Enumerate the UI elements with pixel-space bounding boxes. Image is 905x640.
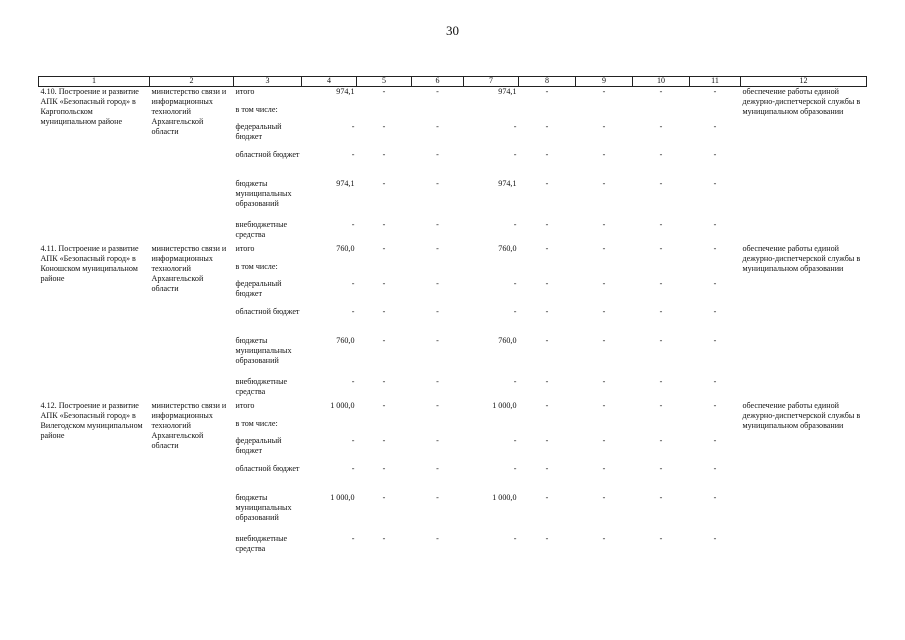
value-cell-c6: - [436,335,439,345]
column-number: 3 [234,77,302,87]
funding-source: в том числе: [235,104,278,114]
value-cell-c11: - [713,219,717,229]
value-cell-c7: - [513,149,517,159]
value-cell-c6 [412,262,464,279]
column-number: 9 [576,77,633,87]
value-cell-c10: - [659,87,663,96]
value-cell-c10: - [659,376,663,386]
funding-source: бюджеты муниципальных образований [235,335,292,365]
value-cell-c4: - [351,463,355,473]
value-cell-c7: - [513,219,517,229]
value-cell-c9: - [602,306,606,316]
executor-name: министерство связи и информационных технологий Архангельской области [151,400,227,450]
value-cell-c10: - [659,400,663,410]
value-cell-c6 [412,105,464,122]
funding-source: внебюджетные средства [235,376,288,396]
value-cell-c4: - [351,121,355,131]
funding-source: бюджеты муниципальных образований [235,178,292,208]
column-number: 4 [302,77,357,87]
value-cell-c8: - [545,492,549,502]
value-cell-c9: - [602,463,606,473]
value-cell-c11: - [713,492,717,502]
value-cell-c8: - [545,376,549,386]
value-cell-c4: 974,1 [336,178,355,188]
column-number: 1 [39,77,150,87]
executor-name: министерство связи и информационных технологий Архангельской области [151,243,227,293]
value-cell-c7: - [513,376,517,386]
value-cell-c9: - [602,178,606,188]
funding-source: внебюджетные средства [235,533,288,553]
value-cell-c4: 760,0 [336,243,355,253]
value-cell-c8 [519,105,576,122]
value-cell-c7: 974,1 [498,87,517,96]
value-cell-c9: - [602,533,606,543]
value-cell-c10: - [659,335,663,345]
value-cell-c9: - [602,219,606,229]
value-cell-c7: 760,0 [498,243,517,253]
value-cell-c9: - [602,400,606,410]
value-cell-c8: - [545,435,549,445]
value-cell-c5: - [382,149,386,159]
value-cell-c5 [357,419,412,436]
value-cell-c6: - [436,278,439,288]
value-cell-c10: - [659,306,663,316]
value-cell-c5: - [382,376,386,386]
value-cell-c11: - [713,278,717,288]
column-number: 2 [150,77,234,87]
value-cell-c5: - [382,463,386,473]
value-cell-c11 [690,262,741,279]
funding-source: в том числе: [235,418,278,428]
value-cell-c5: - [382,306,386,316]
value-cell-c10 [633,105,690,122]
value-cell-c10: - [659,178,663,188]
value-cell-c5: - [382,335,386,345]
value-cell-c6: - [436,121,439,131]
value-cell-c9: - [602,278,606,288]
value-cell-c8: - [545,400,549,410]
value-cell-c6 [412,419,464,436]
value-cell-c7: - [513,533,517,543]
expected-result: обеспечение работы единой дежурно-диспетчерской службы в муниципальном образовании [742,243,861,273]
value-cell-c6: - [436,492,439,502]
value-cell-c6: - [436,435,439,445]
value-cell-c8: - [545,178,549,188]
funding-source: федеральный бюджет [235,121,282,141]
value-cell-c9: - [602,121,606,131]
value-cell-c11: - [713,243,717,253]
executor-name: министерство связи и информационных технологий Архангельской области [151,87,227,136]
value-cell-c8: - [545,533,549,543]
column-number-header [39,77,867,87]
value-cell-c11: - [713,335,717,345]
funding-source: внебюджетные средства [235,219,288,239]
funding-source: областной бюджет [235,463,300,473]
value-cell-c6: - [436,533,439,543]
column-number: 12 [741,77,867,87]
value-cell-c7: 1 000,0 [492,492,517,502]
value-cell-c11: - [713,87,717,96]
value-cell-c7 [464,262,519,279]
value-cell-c9: - [602,492,606,502]
value-cell-c11 [690,105,741,122]
funding-source: итого [235,400,255,410]
value-cell-c11: - [713,178,717,188]
funding-source: областной бюджет [235,306,300,316]
value-cell-c8: - [545,87,549,96]
value-cell-c8: - [545,335,549,345]
value-cell-c10 [633,262,690,279]
value-cell-c5: - [382,219,386,229]
value-cell-c5 [357,105,412,122]
column-number: 10 [633,77,690,87]
program-table [38,76,867,558]
value-cell-c4: - [351,376,355,386]
value-cell-c6: - [436,243,439,253]
value-cell-c5: - [382,121,386,131]
value-cell-c9: - [602,243,606,253]
expected-result: обеспечение работы единой дежурно-диспетчерской службы в муниципальном образовании [742,400,861,430]
value-cell-c5: - [382,278,386,288]
value-cell-c11: - [713,306,717,316]
value-cell-c7: - [513,278,517,288]
value-cell-c5: - [382,435,386,445]
value-cell-c11: - [713,435,717,445]
value-cell-c4: - [351,435,355,445]
value-cell-c4: 1 000,0 [330,400,355,410]
value-cell-c5: - [382,492,386,502]
value-cell-c11: - [713,463,717,473]
value-cell-c7: 760,0 [498,335,517,345]
value-cell-c10 [633,419,690,436]
value-cell-c11: - [713,533,717,543]
value-cell-c4 [302,419,357,436]
value-cell-c10: - [659,219,663,229]
value-cell-c10: - [659,121,663,131]
value-cell-c9: - [602,149,606,159]
column-number: 7 [464,77,519,87]
value-cell-c7: 974,1 [498,178,517,188]
value-cell-c4: - [351,306,355,316]
value-cell-c8 [519,262,576,279]
value-cell-c4 [302,262,357,279]
table-body [39,87,867,558]
funding-row [39,244,867,262]
value-cell-c8: - [545,121,549,131]
value-cell-c5: - [382,533,386,543]
value-cell-c8 [519,419,576,436]
funding-source: бюджеты муниципальных образований [235,492,292,522]
value-cell-c11: - [713,400,717,410]
value-cell-c10: - [659,533,663,543]
value-cell-c8: - [545,278,549,288]
value-cell-c5: - [382,178,386,188]
value-cell-c10: - [659,463,663,473]
value-cell-c8: - [545,463,549,473]
value-cell-c8: - [545,149,549,159]
value-cell-c10: - [659,492,663,502]
value-cell-c10: - [659,435,663,445]
funding-row [39,87,867,105]
value-cell-c9 [576,419,633,436]
value-cell-c7: - [513,463,517,473]
value-cell-c4 [302,105,357,122]
value-cell-c7: - [513,306,517,316]
value-cell-c6: - [436,400,439,410]
value-cell-c4: 760,0 [336,335,355,345]
column-number: 11 [690,77,741,87]
value-cell-c7 [464,105,519,122]
expected-result: обеспечение работы единой дежурно-диспетчерской службы в муниципальном образовании [742,87,861,116]
value-cell-c4: - [351,278,355,288]
value-cell-c4: 1 000,0 [330,492,355,502]
value-cell-c8: - [545,219,549,229]
funding-source: федеральный бюджет [235,278,282,298]
value-cell-c10: - [659,149,663,159]
value-cell-c5: - [382,243,386,253]
value-cell-c5: - [382,400,386,410]
value-cell-c7 [464,419,519,436]
value-cell-c5: - [382,87,386,96]
funding-row [39,401,867,419]
column-number: 8 [519,77,576,87]
value-cell-c11: - [713,149,717,159]
value-cell-c9 [576,262,633,279]
value-cell-c11: - [713,121,717,131]
value-cell-c6: - [436,149,439,159]
value-cell-c4: 974,1 [336,87,355,96]
funding-source: федеральный бюджет [235,435,282,455]
value-cell-c11: - [713,376,717,386]
page-number: 30 [446,23,459,38]
value-cell-c7: - [513,121,517,131]
value-cell-c11 [690,419,741,436]
value-cell-c6: - [436,87,439,96]
value-cell-c6: - [436,219,439,229]
funding-source: в том числе: [235,261,278,271]
activity-name: 4.12. Построение и развитие АПК «Безопасный город» в Вилегодском муниципальном районе [40,400,143,440]
value-cell-c9: - [602,87,606,96]
value-cell-c6: - [436,376,439,386]
value-cell-c6: - [436,306,439,316]
column-number: 6 [412,77,464,87]
value-cell-c8: - [545,243,549,253]
value-cell-c5 [357,262,412,279]
value-cell-c9: - [602,435,606,445]
value-cell-c4: - [351,219,355,229]
value-cell-c6: - [436,178,439,188]
column-number: 5 [357,77,412,87]
value-cell-c6: - [436,463,439,473]
value-cell-c7: - [513,435,517,445]
funding-source: итого [235,87,255,96]
funding-source: итого [235,243,255,253]
value-cell-c10: - [659,278,663,288]
value-cell-c4: - [351,533,355,543]
activity-name: 4.10. Построение и развитие АПК «Безопасный город» в Каргопольском муниципальном районе [40,87,139,126]
value-cell-c10: - [659,243,663,253]
value-cell-c4: - [351,149,355,159]
value-cell-c7: 1 000,0 [492,400,517,410]
funding-source: областной бюджет [235,149,300,159]
value-cell-c8: - [545,306,549,316]
value-cell-c9: - [602,335,606,345]
activity-name: 4.11. Построение и развитие АПК «Безопасный город» в Коношском муниципальном районе [40,243,139,283]
value-cell-c9: - [602,376,606,386]
value-cell-c9 [576,105,633,122]
